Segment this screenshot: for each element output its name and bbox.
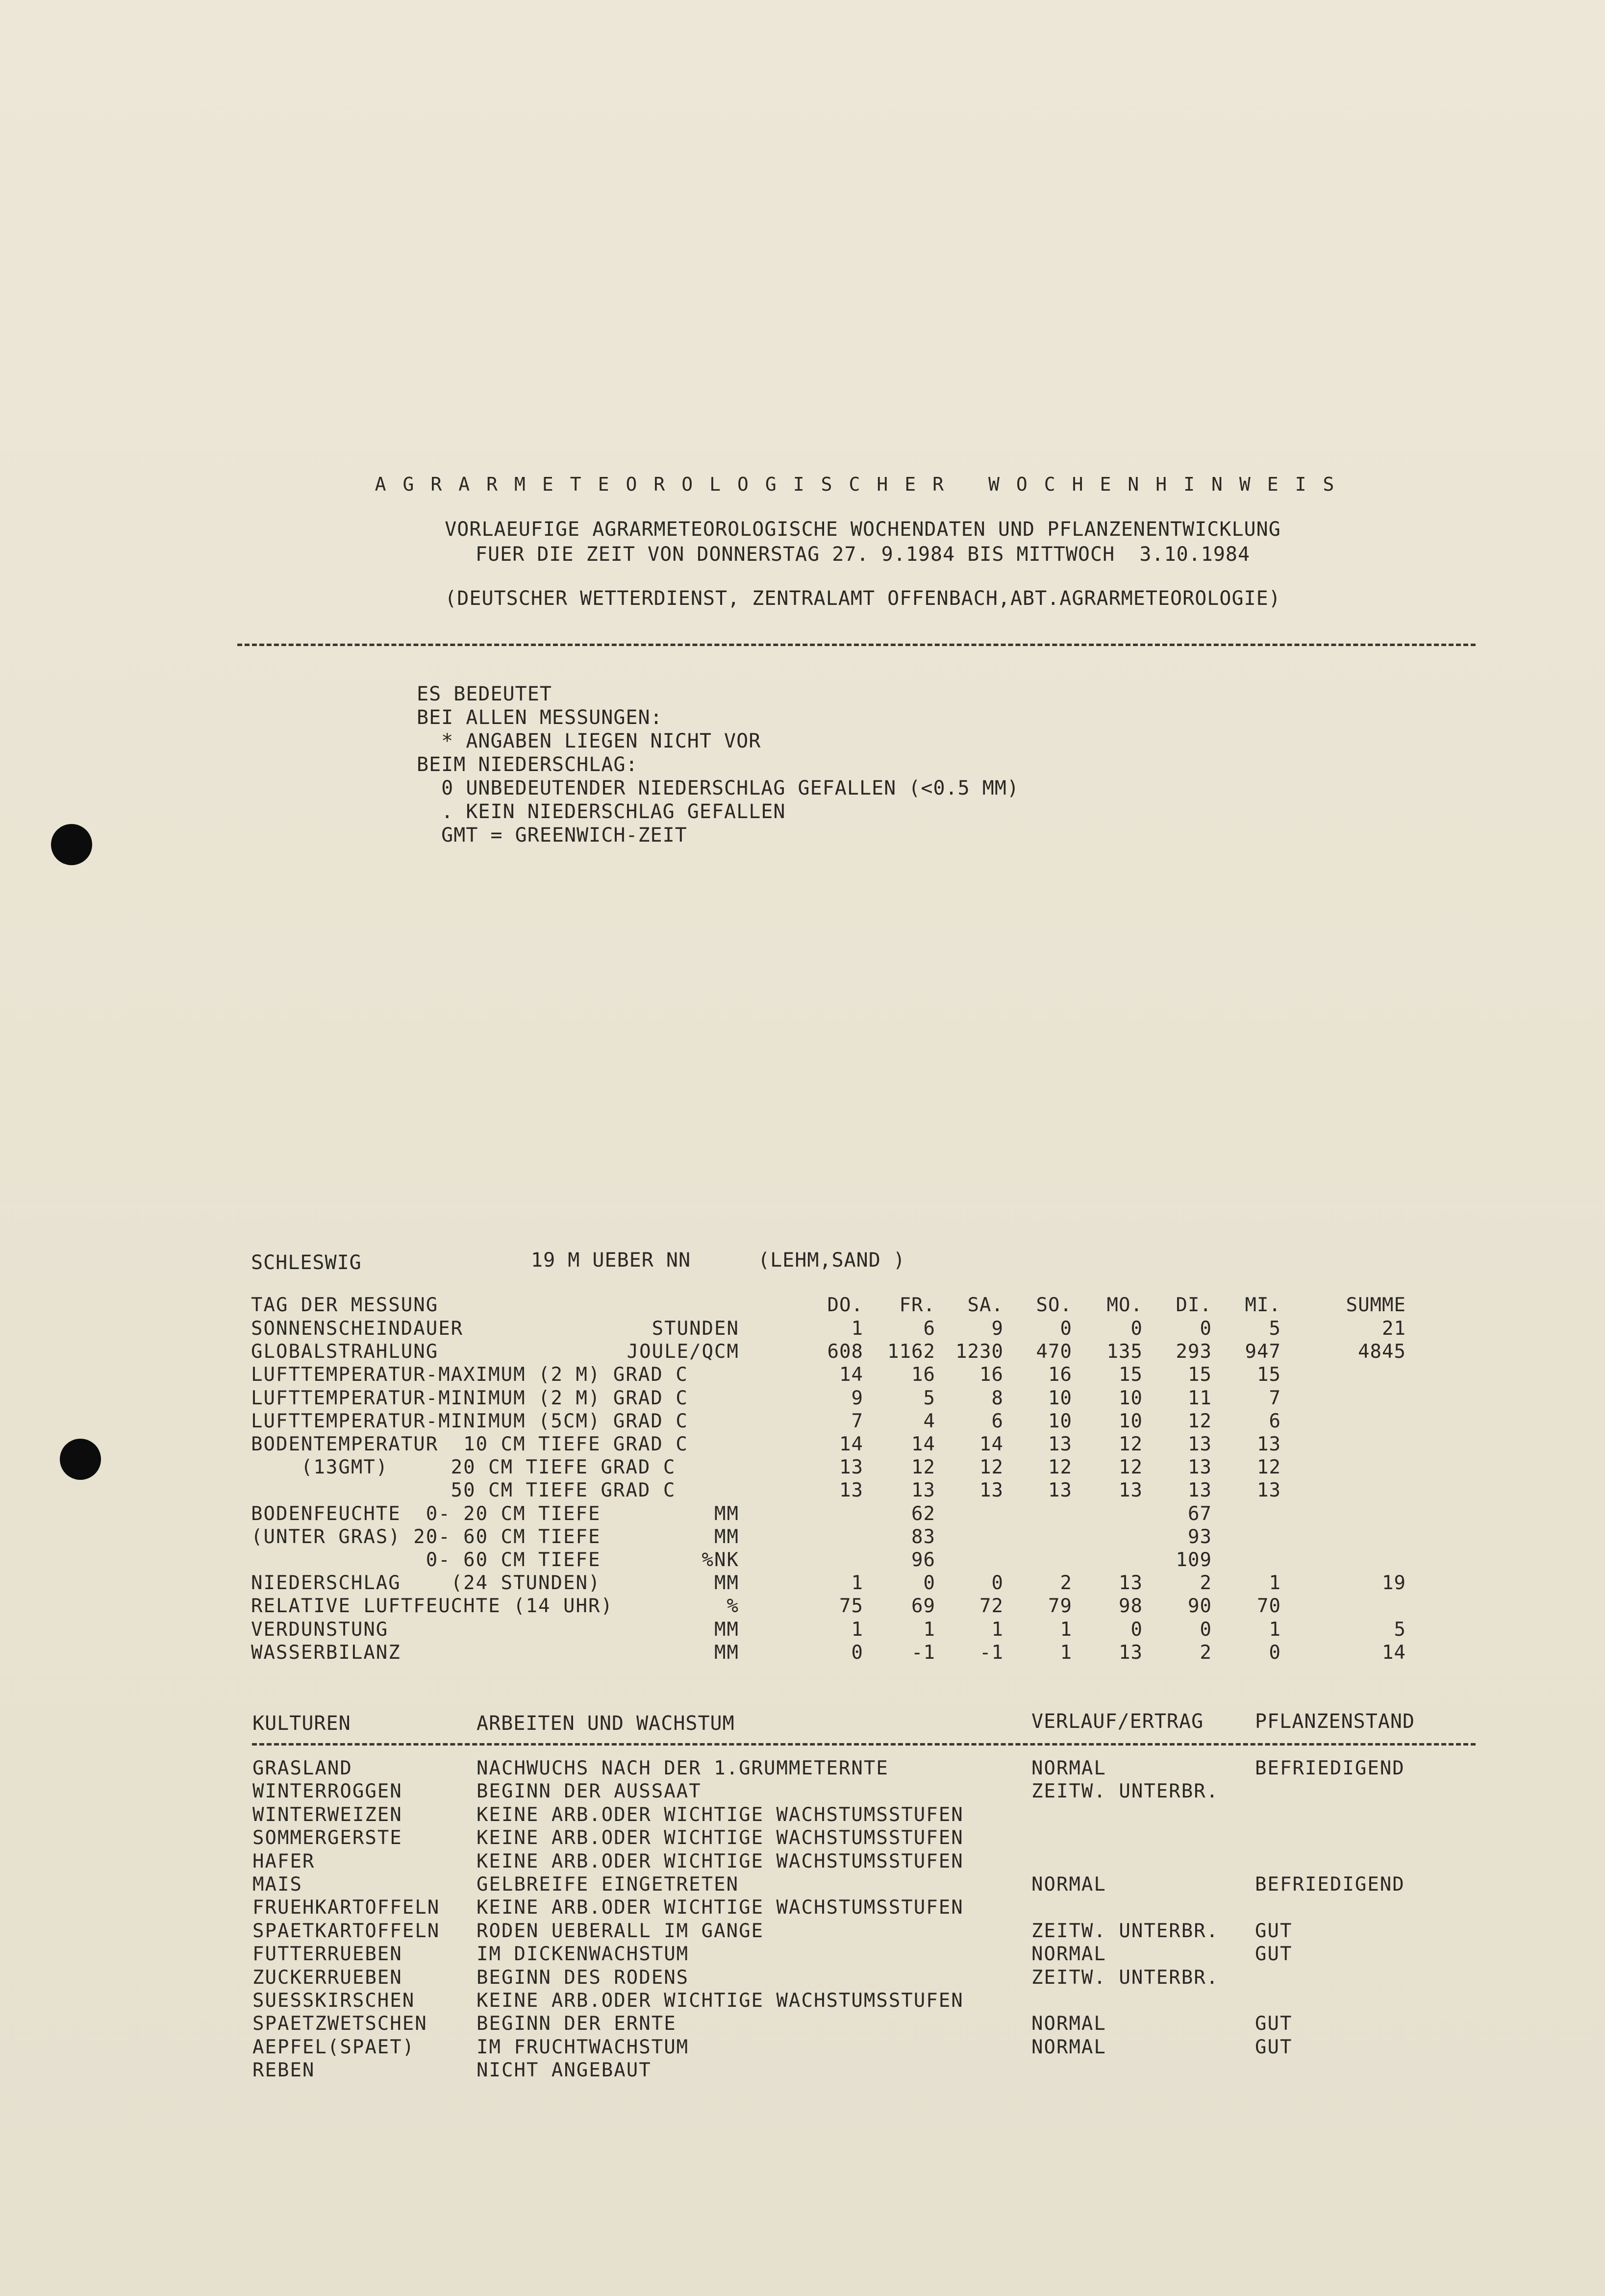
measurement-label: (UNTER GRAS) 20- 60 CM TIEFE: [251, 1526, 601, 1548]
measurement-value: 13: [839, 1456, 863, 1478]
measurement-value: 1: [1060, 1642, 1072, 1664]
measurement-value: 5: [1269, 1318, 1281, 1340]
day-header: SA.: [967, 1294, 1003, 1316]
measurement-value: 12: [911, 1456, 935, 1478]
measurement-value: 13: [1257, 1479, 1281, 1501]
measurement-unit: MM: [714, 1503, 739, 1525]
measurement-unit: JOULE/QCM: [627, 1341, 739, 1363]
measurement-value: 2: [1060, 1572, 1072, 1594]
crop-name: FUTTERRUEBEN: [252, 1943, 402, 1965]
subtitle-line-2: FUER DIE ZEIT VON DONNERSTAG 27. 9.1984 BIS MITTWOCH 3.10.1984: [475, 543, 1251, 566]
crop-name: MAIS: [252, 1873, 302, 1896]
measurement-label: 0- 60 CM TIEFE: [251, 1549, 601, 1571]
day-header: MI.: [1245, 1294, 1281, 1316]
measurement-value: 13: [979, 1479, 1003, 1501]
crop-work: BEGINN DES RODENS: [476, 1967, 689, 1989]
measurement-label: BODENTEMPERATUR 10 CM TIEFE GRAD C: [251, 1433, 688, 1455]
measurement-value: 13: [1188, 1479, 1212, 1501]
measurement-value: 14: [911, 1433, 935, 1455]
measurement-value: 10: [1119, 1387, 1143, 1409]
measurement-value: 1: [991, 1619, 1003, 1641]
measurement-value: 947: [1245, 1341, 1281, 1363]
measurement-value: 608: [827, 1341, 863, 1363]
crops-divider: [252, 1743, 1476, 1746]
measurement-value: 14: [979, 1433, 1003, 1455]
measurement-label: LUFTTEMPERATUR-MINIMUM (2 M) GRAD C: [251, 1387, 688, 1409]
crop-condition: GUT: [1255, 2013, 1293, 2035]
crop-work: KEINE ARB.ODER WICHTIGE WACHSTUMSSTUFEN: [476, 1850, 964, 1872]
measurement-unit: MM: [714, 1619, 739, 1641]
measurement-sum: 4845: [1358, 1341, 1406, 1363]
crop-work: NACHWUCHS NACH DER 1.GRUMMETERNTE: [476, 1757, 889, 1779]
crop-name: SPAETZWETSCHEN: [252, 2013, 427, 2035]
legend-line: . KEIN NIEDERSCHLAG GEFALLEN: [417, 800, 786, 823]
crop-work: NICHT ANGEBAUT: [476, 2059, 652, 2081]
legend-line: BEI ALLEN MESSUNGEN:: [417, 706, 663, 729]
station-soil: (LEHM,SAND ): [758, 1249, 905, 1272]
measurement-value: 13: [1048, 1433, 1072, 1455]
legend-line: ES BEDEUTET: [417, 683, 552, 705]
crop-name: FRUEHKARTOFFELN: [252, 1897, 440, 1919]
measurement-value: 72: [979, 1595, 1003, 1617]
day-header: MO.: [1106, 1294, 1143, 1316]
crops-header-kulturen: KULTUREN: [252, 1712, 351, 1735]
measurement-value: 5: [923, 1387, 935, 1409]
crop-name: WINTERROGGEN: [252, 1780, 402, 1802]
crop-work: KEINE ARB.ODER WICHTIGE WACHSTUMSSTUFEN: [476, 1990, 964, 2012]
crop-name: ZUCKERRUEBEN: [252, 1967, 402, 1989]
measurement-value: 15: [1119, 1364, 1143, 1386]
measurement-value: 15: [1188, 1364, 1212, 1386]
crop-name: REBEN: [252, 2059, 315, 2081]
measurement-label: VERDUNSTUNG: [251, 1619, 389, 1641]
document-title: AGRARMETEOROLOGISCHER WOCHENHINWEIS: [375, 474, 1351, 495]
day-header: DI.: [1176, 1294, 1212, 1316]
measurement-value: 13: [839, 1479, 863, 1501]
measurement-value: 135: [1106, 1341, 1143, 1363]
crop-name: SPAETKARTOFFELN: [252, 1920, 440, 1942]
measurement-value: 0: [851, 1642, 863, 1664]
measurement-unit: STUNDEN: [652, 1318, 739, 1340]
measurement-value: 11: [1188, 1387, 1212, 1409]
measurement-value: 12: [1119, 1456, 1143, 1478]
measurement-label: SONNENSCHEINDAUER: [251, 1318, 464, 1340]
measurement-value: 0: [1269, 1642, 1281, 1664]
measurement-value: 75: [839, 1595, 863, 1617]
measurement-value: 93: [1188, 1526, 1212, 1548]
measurement-value: 7: [1269, 1387, 1281, 1409]
measurement-value: 1: [851, 1572, 863, 1594]
crop-condition: GUT: [1255, 1920, 1293, 1942]
day-header: FR.: [899, 1294, 935, 1316]
crop-progress: NORMAL: [1031, 1873, 1106, 1896]
measurement-value: 1162: [887, 1341, 935, 1363]
crops-header-verlauf: VERLAUF/ERTRAG: [1031, 1710, 1204, 1733]
measurement-value: 1230: [955, 1341, 1003, 1363]
measurement-value: 4: [923, 1410, 935, 1432]
crop-name: WINTERWEIZEN: [252, 1804, 402, 1826]
measurement-sum: 14: [1382, 1642, 1406, 1664]
measurement-sum: 19: [1382, 1572, 1406, 1594]
crop-name: SOMMERGERSTE: [252, 1827, 402, 1849]
measurement-value: 12: [1048, 1456, 1072, 1478]
measurement-value: 13: [1119, 1642, 1143, 1664]
measurement-value: 14: [839, 1433, 863, 1455]
day-header: DO.: [827, 1294, 863, 1316]
crop-condition: GUT: [1255, 2036, 1293, 2058]
measurement-value: -1: [911, 1642, 935, 1664]
measurement-label: 50 CM TIEFE GRAD C: [251, 1479, 676, 1501]
measurement-value: 1: [851, 1619, 863, 1641]
crop-progress: ZEITW. UNTERBR.: [1031, 1920, 1219, 1942]
measurement-value: 79: [1048, 1595, 1072, 1617]
crop-work: BEGINN DER AUSSAAT: [476, 1780, 702, 1802]
measurement-value: 70: [1257, 1595, 1281, 1617]
crop-work: IM FRUCHTWACHSTUM: [476, 2036, 689, 2058]
measurement-value: 15: [1257, 1364, 1281, 1386]
punch-hole-top: [51, 824, 92, 865]
measurement-unit: MM: [714, 1572, 739, 1594]
measurement-value: -1: [979, 1642, 1003, 1664]
measurement-label: (13GMT) 20 CM TIEFE GRAD C: [251, 1456, 676, 1478]
measurement-value: 6: [991, 1410, 1003, 1432]
measurement-value: 0: [991, 1572, 1003, 1594]
measurement-label: LUFTTEMPERATUR-MINIMUM (5CM) GRAD C: [251, 1410, 688, 1432]
measurement-value: 13: [1188, 1433, 1212, 1455]
measurement-value: 6: [923, 1318, 935, 1340]
subtitle-line-1: VORLAEUFIGE AGRARMETEOROLOGISCHE WOCHENDATEN UND PFLANZENENTWICKLUNG: [445, 518, 1281, 541]
crop-work: KEINE ARB.ODER WICHTIGE WACHSTUMSSTUFEN: [476, 1897, 964, 1919]
legend-line: 0 UNBEDEUTENDER NIEDERSCHLAG GEFALLEN (<0.5 MM): [417, 777, 1020, 799]
crop-name: GRASLAND: [252, 1757, 352, 1779]
measurement-value: 1: [1269, 1572, 1281, 1594]
crop-progress: NORMAL: [1031, 1943, 1106, 1965]
crop-progress: NORMAL: [1031, 2036, 1106, 2058]
crop-progress: NORMAL: [1031, 1757, 1106, 1779]
day-header: SO.: [1036, 1294, 1072, 1316]
measurement-value: 96: [911, 1549, 935, 1571]
measurement-value: 0: [1130, 1318, 1143, 1340]
measurement-value: 13: [1119, 1479, 1143, 1501]
legend-line: * ANGABEN LIEGEN NICHT VOR: [417, 730, 761, 752]
measurement-value: 1: [923, 1619, 935, 1641]
measurement-value: 67: [1188, 1503, 1212, 1525]
source-line: (DEUTSCHER WETTERDIENST, ZENTRALAMT OFFENBACH,ABT.AGRARMETEOROLOGIE): [445, 587, 1281, 610]
measurement-value: 0: [1060, 1318, 1072, 1340]
measurement-value: 12: [1119, 1433, 1143, 1455]
measurement-label: GLOBALSTRAHLUNG: [251, 1341, 439, 1363]
measurement-value: 12: [1188, 1410, 1212, 1432]
measurement-value: 10: [1048, 1387, 1072, 1409]
crop-condition: GUT: [1255, 1943, 1293, 1965]
header-divider: [237, 644, 1476, 646]
punch-hole-bottom: [60, 1439, 101, 1480]
measurement-label: LUFTTEMPERATUR-MAXIMUM (2 M) GRAD C: [251, 1364, 688, 1386]
measurement-value: 7: [851, 1410, 863, 1432]
measurement-value: 12: [979, 1456, 1003, 1478]
legend-line: BEIM NIEDERSCHLAG:: [417, 753, 638, 776]
measurement-value: 293: [1176, 1341, 1212, 1363]
crop-condition: BEFRIEDIGEND: [1255, 1757, 1405, 1779]
measurement-unit: MM: [714, 1526, 739, 1548]
measurement-value: 10: [1048, 1410, 1072, 1432]
measurement-value: 1: [1060, 1619, 1072, 1641]
crops-header-stand: PFLANZENSTAND: [1255, 1710, 1415, 1733]
measurement-unit: %NK: [702, 1549, 739, 1571]
station-name: SCHLESWIG: [251, 1251, 362, 1274]
crop-condition: BEFRIEDIGEND: [1255, 1873, 1405, 1896]
measurement-value: 1: [1269, 1619, 1281, 1641]
measurement-value: 9: [851, 1387, 863, 1409]
measurement-value: 12: [1257, 1456, 1281, 1478]
legend-line: GMT = GREENWICH-ZEIT: [417, 824, 687, 847]
measurement-value: 9: [991, 1318, 1003, 1340]
measurement-value: 62: [911, 1503, 935, 1525]
crop-progress: ZEITW. UNTERBR.: [1031, 1967, 1219, 1989]
measurement-value: 13: [1257, 1433, 1281, 1455]
measurement-sum: 21: [1382, 1318, 1406, 1340]
measurement-value: 1: [851, 1318, 863, 1340]
measurement-value: 0: [1200, 1318, 1212, 1340]
measurement-value: 2: [1200, 1572, 1212, 1594]
sum-header: SUMME: [1346, 1294, 1406, 1316]
measurement-value: 16: [1048, 1364, 1072, 1386]
crop-work: KEINE ARB.ODER WICHTIGE WACHSTUMSSTUFEN: [476, 1804, 964, 1826]
crop-progress: ZEITW. UNTERBR.: [1031, 1780, 1219, 1802]
measurement-value: 13: [911, 1479, 935, 1501]
measurement-value: 109: [1176, 1549, 1212, 1571]
measurement-value: 69: [911, 1595, 935, 1617]
measurement-sum: 5: [1394, 1619, 1406, 1641]
measurement-value: 16: [911, 1364, 935, 1386]
measurement-value: 13: [1119, 1572, 1143, 1594]
measurement-label: RELATIVE LUFTFEUCHTE (14 UHR): [251, 1595, 613, 1617]
measurement-label: WASSERBILANZ: [251, 1642, 401, 1664]
measurement-value: 13: [1048, 1479, 1072, 1501]
table-header-label: TAG DER MESSUNG: [251, 1294, 439, 1316]
crop-progress: NORMAL: [1031, 2013, 1106, 2035]
measurement-value: 8: [991, 1387, 1003, 1409]
measurement-value: 90: [1188, 1595, 1212, 1617]
crop-name: HAFER: [252, 1850, 315, 1872]
crops-header-arbeiten: ARBEITEN UND WACHSTUM: [476, 1712, 735, 1735]
measurement-label: NIEDERSCHLAG (24 STUNDEN): [251, 1572, 601, 1594]
measurement-value: 470: [1036, 1341, 1072, 1363]
crop-work: KEINE ARB.ODER WICHTIGE WACHSTUMSSTUFEN: [476, 1827, 964, 1849]
measurement-value: 83: [911, 1526, 935, 1548]
measurement-value: 98: [1119, 1595, 1143, 1617]
crop-work: RODEN UEBERALL IM GANGE: [476, 1920, 764, 1942]
measurement-value: 10: [1119, 1410, 1143, 1432]
measurement-value: 6: [1269, 1410, 1281, 1432]
crop-work: GELBREIFE EINGETRETEN: [476, 1873, 739, 1896]
crop-work: IM DICKENWACHSTUM: [476, 1943, 689, 1965]
measurement-value: 13: [1188, 1456, 1212, 1478]
crop-work: BEGINN DER ERNTE: [476, 2013, 677, 2035]
measurement-value: 0: [923, 1572, 935, 1594]
measurement-label: BODENFEUCHTE 0- 20 CM TIEFE: [251, 1503, 601, 1525]
measurement-value: 14: [839, 1364, 863, 1386]
measurement-unit: MM: [714, 1642, 739, 1664]
crop-name: AEPFEL(SPAET): [252, 2036, 415, 2058]
measurement-value: 0: [1200, 1619, 1212, 1641]
measurement-value: 16: [979, 1364, 1003, 1386]
measurement-value: 2: [1200, 1642, 1212, 1664]
crop-name: SUESSKIRSCHEN: [252, 1990, 415, 2012]
measurement-unit: %: [727, 1595, 739, 1617]
measurement-value: 0: [1130, 1619, 1143, 1641]
station-elevation: 19 M UEBER NN: [531, 1249, 691, 1272]
